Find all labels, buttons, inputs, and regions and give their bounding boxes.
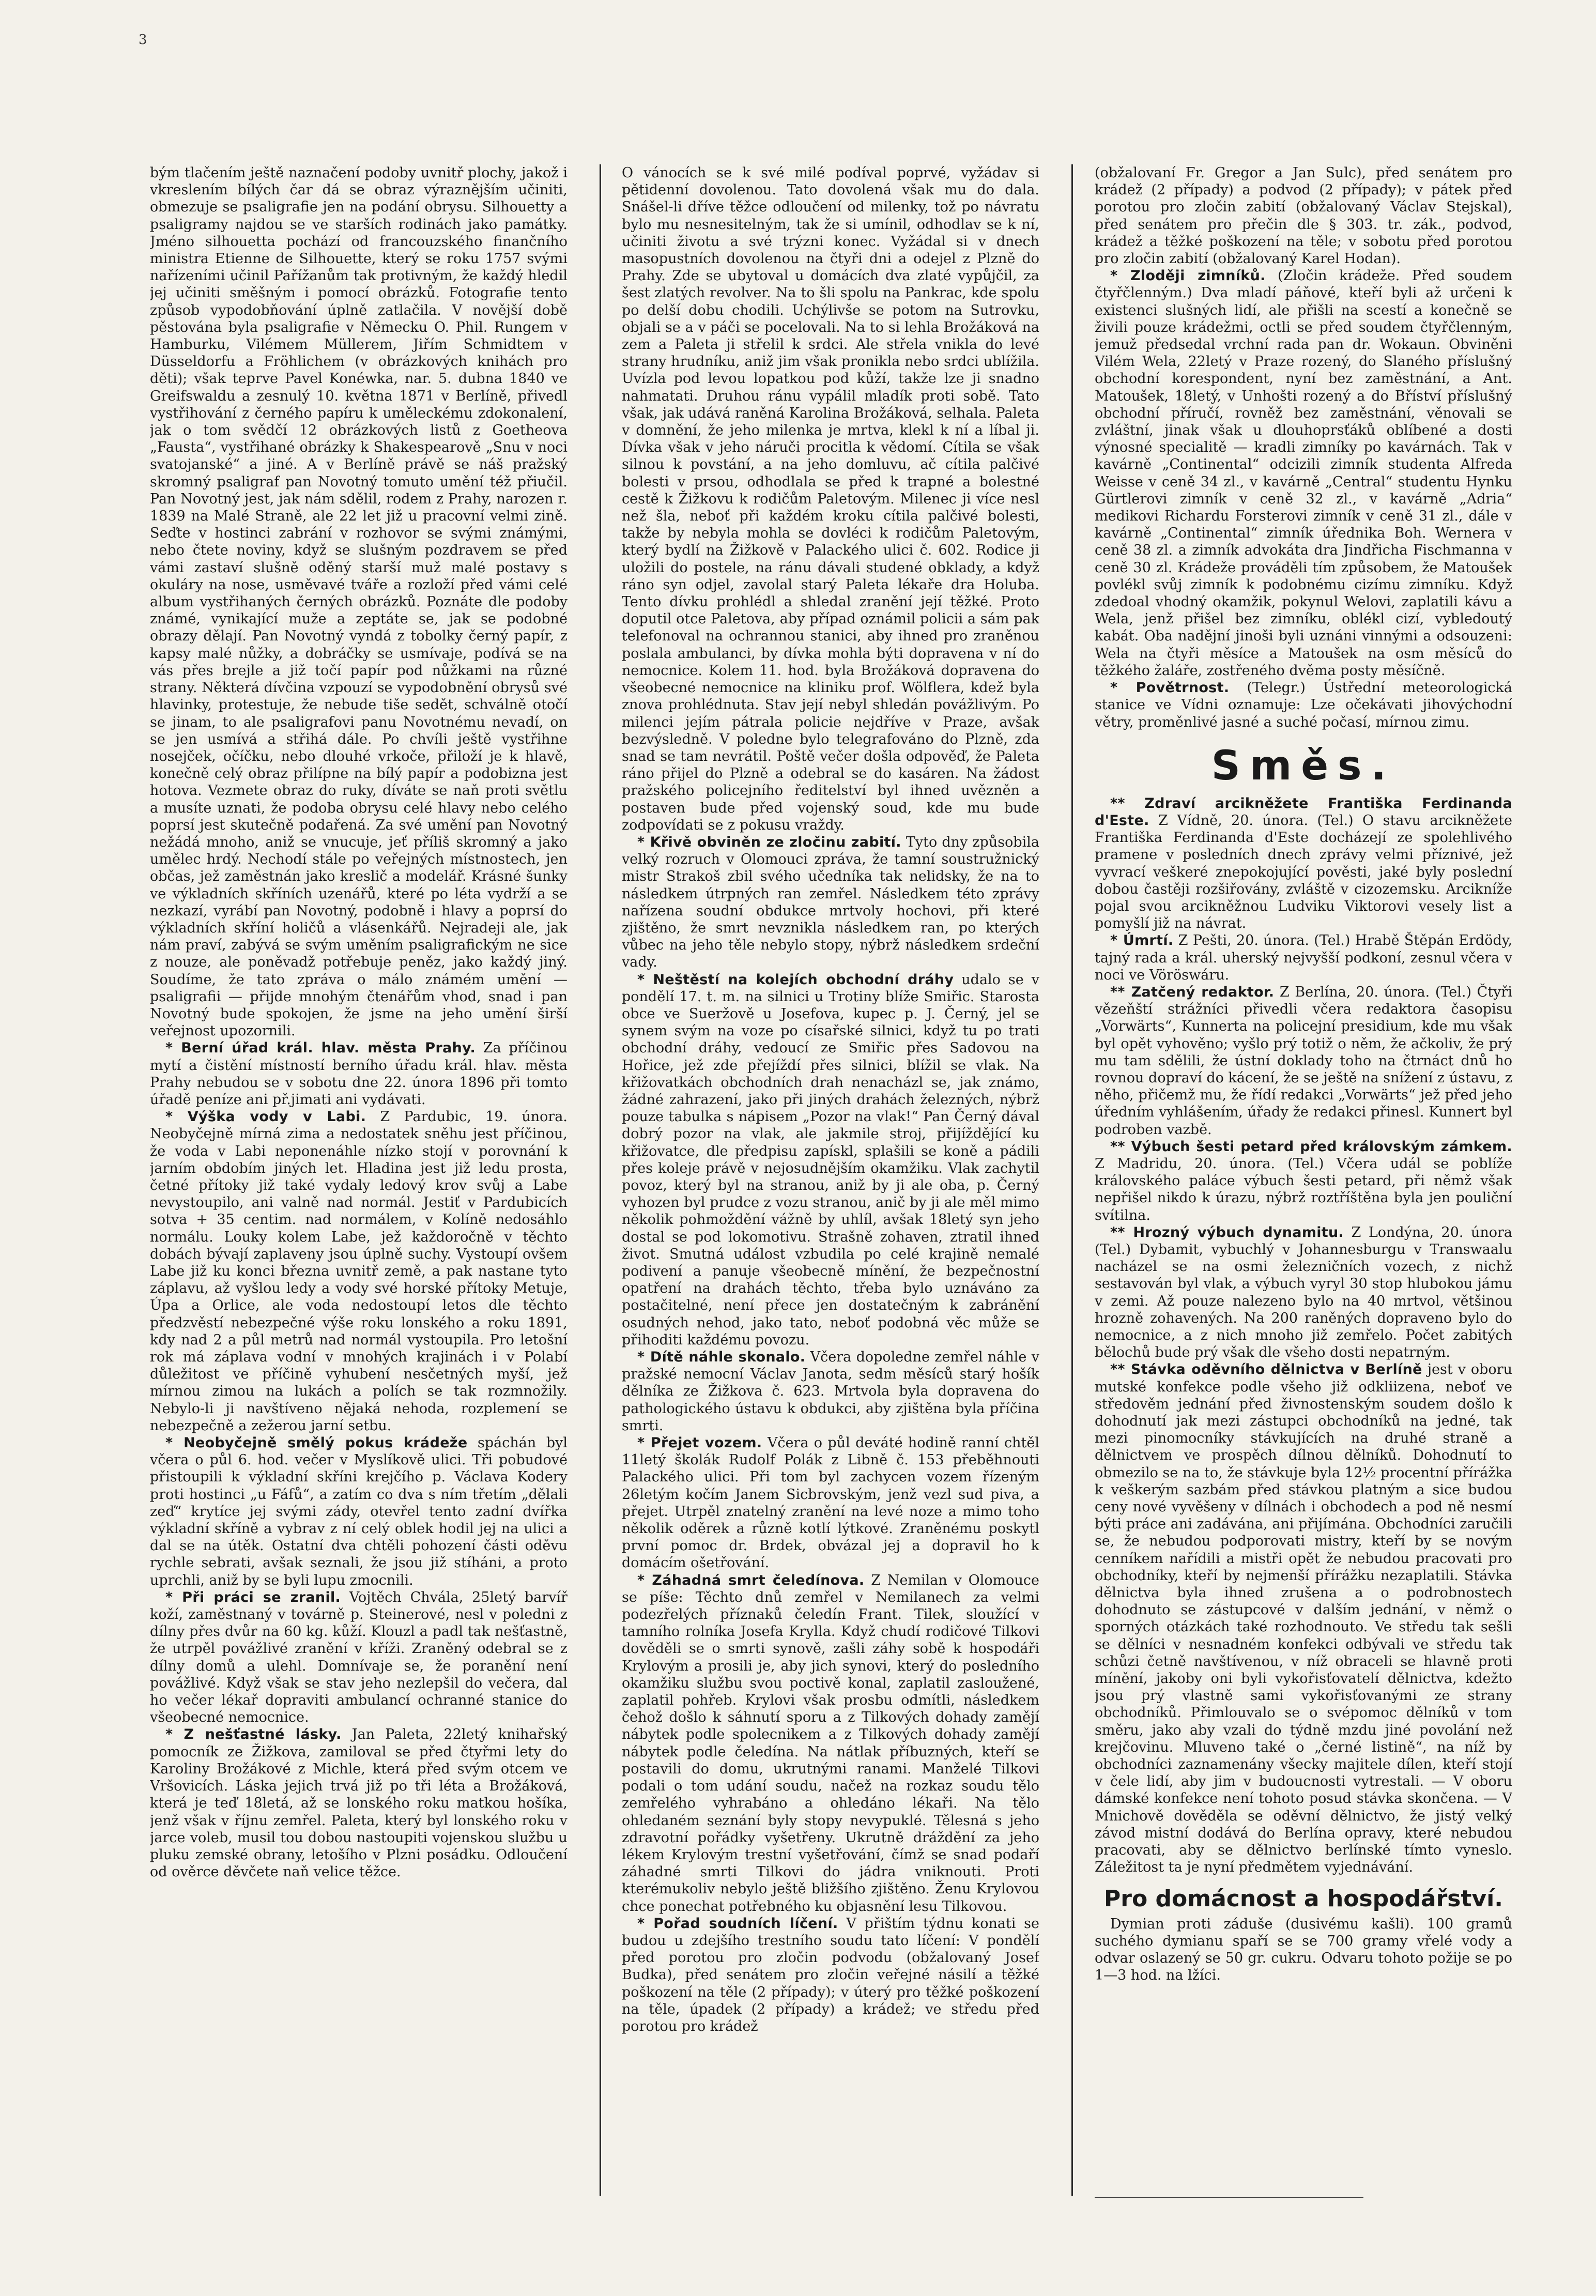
heading-zahadna-smrt: * Záhadná smrt čeledínova. <box>637 1572 865 1588</box>
text-pri-praci: Vojtěch Chvála, 25letý barvíř koží, zaměstnaný v továrně p. Steinerové, nesl v poledni z dílny přes dvůr na 60 kg. kůží. Klouzl a padl tak nešťastně, že utrpěl povážlivé zranění v kříži. Zraněný odebral se z dílny domů a ulehl. Domnívaje se, že poranění není povážlivé. Když však se stav jeho nezlepšil do večera, dal ho večer lékař dopraviti ambulancí ochranné stanice do všeobecné nemocnice. <box>150 1589 567 1726</box>
heading-berni-urad: * Berní úřad král. hlav. města Prahy. <box>165 1040 476 1057</box>
article-zlodeji-zimniku <box>1095 267 1512 679</box>
heading-zdravi-arcikniz: ** Zdraví arcikněžete Františka Ferdinanda d'Este. <box>1095 795 1512 829</box>
article-pri-praci <box>150 1589 567 1726</box>
text-dite-skonalo: Včera dopoledne zemřel náhle v pražské nemocní Václav Janota, sedm měsíců starý hošík dělníka ze Žižkova č. 623. Mrtvola byla dopravena do pathologického ústavu k obdukci, aby zjištěna byla příčina smrti. <box>622 1349 1039 1434</box>
article-zatceny-redaktor <box>1095 984 1512 1138</box>
heading-pokus-kradeze: * Neobyčejně smělý pokus krádeže <box>165 1435 468 1451</box>
article-continuation: O vánocích se k své milé podíval poprvé, vyžádav si pětidenní dovolenou. Tato dovolená však mu do dala. Snášel-li dříve těžce odloučení od milenky, tož po návratu bylo mu nesnesitelným, tak že si umínil, odhodlav se k ní, učiniti životu a své trýzni konec. Vyžádal si v dnech masopustních dovolenou na čtyři dni a odejel z Plzně do Prahy. Zde se ubytoval u domácích dva zlaté vypůjčil, za šest zlatých revolver. Na to šli spolu na Pankrac, kde spolu po delší dobu chodili. Uchýlivše se potom na Sutrovku, objali se a v páči se pocelovali. Na to si lehla Brožáková na zem a Paleta ji střelil k srdci. Ale střela vnikla do levé strany hrudníku, aniž jim však pronikla nebo srdci ublížila. Uvízla pod levou lopatkou pod kůží, takže lze ji snadno nahmatati. Druhou ránu vypálil mladík proti sobě. Tato však, jak udává raněná Karolina Brožáková, selhala. Paleta v domnění, že jeho milenka je mrtva, klekl k ní a líbal ji. Dívka však v jeho náruči procitla k vědomí. Cítila se však silnou k povstání, a na jeho domluvu, ač cítila palčivé bolesti v prsou, odhodlala se před k trapné a bolestné cestě k Žižkovu k rodičům Paletovým. Milenec ji více nesl než šla, neboť při každém kroku cítila palčivé bolesti, takže by nebyla mohla se dovléci k rodičům Paletovým, který bydlí na Žižkově v Palackého ulici č. 602. Rodice ji uložili do postele, na ránu dávali studené obklady, a když ráno syn odjel, zavolal starý Paleta lékaře dra Holuba. Tento dívku prohlédl a shledal zranění její těžké. Proto doputil otce Paletova, aby případ oznámil policii a sám pak telefonoval na ochrannou stanici, aby ihned pro zraněnou poslala ambulanci, by dívka mohla býti dopravena v ní do nemocnice. Kolem 11. hod. byla Brožáková dopravena do všeobecné nemocnice na kliniku prof. Wölflera, kdež byla znova prohlédnuta. Stav její nebyl shledán povážlivým. Po milenci jejím pátrala policie nejdříve v Praze, avšak bezvýsledně. V poledne bylo telegrafováno do Plzně, zda snad se tam nevrátil. Poště večer došla odpověď, že Paleta ráno přijel do Plzně a odebral se do kasáren. Na žádost pražského policejního ředitelství byl ihned uvězněn a postaven bude před vojenský soud, kde mu bude zodpovídati se z pokusu vraždy. <box>622 165 1039 833</box>
article-nestastna-laska <box>150 1726 567 1880</box>
heading-vybuch-petard: ** Výbuch šesti petard před královským zámkem. <box>1110 1138 1512 1155</box>
article-povetrnost <box>1095 679 1512 731</box>
heading-porad-liceni: * Pořad soudních líčení. <box>637 1915 838 1932</box>
page-number: 3 <box>139 32 147 48</box>
text-pokus-kradeze: spáchán byl včera o půl 6. hod. večer v Myslíkově ulici. Tři pobudové přistoupili k výkladní skříni krejčího p. Václava Kodery proti hostinci „u Fáfů“, a zatím co dva s ním třetím „dělali zeď“ krytíce jej svými zády, otevřel tento zadní dvířka výkladní skříně a vybrav z ní celý oblek hodil jej na ulici a dal se na útěk. Ostatní dva chtěli pohození části oděvu rychle sebrati, avšak seznali, že jsou již stíháni, a proto uprchli, aniž by se byli lupu zmocnili. <box>150 1435 567 1588</box>
heading-vybuch-dynamitu: ** Hrozný výbuch dynamitu. <box>1110 1224 1344 1241</box>
heading-povetrnost: * Povětrnost. <box>1110 680 1230 696</box>
text-povetrnost: (Telegr.) Ústřední meteorologická stanice ve Vídni oznamuje: Lze očekávati jihovýchodní větry, proměnlivé jasné a suché počasí, mírnou zimu. <box>1095 680 1512 730</box>
text-krive-obvinen: Tyto dny způsobila velký rozruch v Olomouci zpráva, že tamní soustružnický mistr Strakoš zbil svého učedníka tak nelidsky, že na to následkem útrpných ran zemřel. Následkem této zprávy nařízena soudní obdukce mrtvoly hochovi, při které zjištěno, že smrt nevznikla následkem ran, po kterých vůbec na jeho těle nebylo stopy, nýbrž následkem srdeční vady. <box>622 834 1039 971</box>
text-zlodeji-zimniku: (Zločin krádeže. Před soudem čtyřčlenným.) Dva mladí páňové, kteří byli až určeni k existenci slušných lidí, ale přišli na scestí a konečně se živili pouze krádežmi, octli se před soudem čtyřčlenným, jemuž předsedal vrchní rada pan dr. Wokaun. Obviněni Vilém Wela, 22letý v Praze rozený, do Slaného příslušný obchodní korespondent, nyní bez zaměstnání, a Ant. Matoušek, 18letý, v Unhošti rozený a do Bříství příslušný obchodní příručí, rovněž bez zaměstnání, věnovali se zvláštní, jinak však u dlouhoprsťáků oblíbené a dosti výnosné specialitě — kradli zimníky po kavárnách. Tak v kavárně „Continental“ odcizili zimník studenta Alfreda Weisse v ceně 34 zl., v kavárně „Central“ studentu Hynku Gürtlerovi zimník v ceně 32 zl., v kavárně „Adria“ medikovi Richardu Forsterovi zimník v ceně 31 zl., dále v kavárně „Continental“ zimník úřednika Boh. Wernera v ceně 38 zl. a zimník advokáta dra Jindřicha Fischmanna v ceně 30 zl. Krádeže prováděli tím způsobem, že Matoušek povlékl svůj zimník k podobnému cizímu zimníku. Když zdedoal vhodný okamžik, pokynul Welovi, zaplatili kávu a Wela, jenž přišel bez zimníku, oblékl cizí, vybledoutý kabát. Oba nadějní jinoši byli uznáni vinnými a odsouzeni: Wela na čtyři měsíce a Matoušek na osm měsíců do těžkého žaláře, zostřeného dvěma posty měsíčně. <box>1095 268 1512 679</box>
heading-pri-praci: * Při práci se zranil. <box>165 1589 341 1605</box>
article-nestesti-kolejich <box>622 971 1039 1349</box>
heading-zlodeji-zimniku: * Zloději zimníků. <box>1110 268 1266 284</box>
text-zatceny-redaktor: Z Berlína, 20. února. (Tel.) Čtyři vězeňští strážníci přivedli včera redaktora časopisu „Vorwärts“, Kunnerta na policejní presidium, kde mu však byl opět vyhověno; vyšlo prý totiž o něm, že ačkoliv, že prý mu tam sdělili, že ústní doklady toho na čtrnáct dnů ho rovnou dopraví do kácení, že se ještě na snížení z ústavu, z něho, přičemž mu, že řídí redakci „Vorwärts“ jež před jeho úředním vyhlášením, úřady že redakci přinesl. Kunnert byl podroben vazbě. <box>1095 984 1512 1138</box>
column-2 <box>622 164 1039 2196</box>
section-title-domacnost: Pro domácnost a hospodářství. <box>1104 1885 1503 1912</box>
heading-nestesti-kolejich: * Neštěstí na kolejích obchodní dráhy <box>637 971 954 988</box>
heading-nestastna-laska: * Z nešťastné lásky. <box>165 1726 342 1743</box>
column-divider <box>1071 164 1073 2196</box>
article-continuation: (obžalovaní Fr. Gregor a Jan Sulc), před senátem pro krádež (2 případy) a podvod (2 případy); v pátek před porotou pro zločin zabití (obžalovaný Václav Stejskal), před senátem pro přečin dle § 303. tr. zák., podvod, krádež a těžké poškození na těle; v sobotu před porotou pro zločin zabití (obžalovaný Karel Hodan). <box>1095 165 1512 267</box>
heading-umrti: * Úmrtí. <box>1110 932 1174 949</box>
end-rule <box>1095 2197 1363 2198</box>
text-prejet-vozem: Včera o půl deváté hodině ranní chtěl 11letý školák Rudolf Polák z Libně č. 153 přeběhnouti Palackého ulici. Při tom byl zachycen vozem řízeným 26letým kočím Janem Sicbrovským, jenž vezl sud piva, a přejet. Utrpěl znatelný zranění na levé noze a mimo toho několik oděrek a různě kotlí lýtkové. Zraněnému poskytl první pomoc dr. Brdek, obvázal jej a dopravil ho k domácím ošetřování. <box>622 1435 1039 1571</box>
text-vybuch-dynamitu: Z Londýna, 20. února (Tel.) Dybamit, vybuchlý v Johannesburgu v Transwaalu nacházel se na osmi železničních vozech, z nichž sestavován byl vlak, a výbuch vyryl 30 stop hlubokou jámu v zemi. Až pouze nalezeno bylo na 40 mrtvol, většinou hrozně zohavených. Na 200 raněných dopraveno bylo do nemocnice, a z nich mnoho již zemřelo. Počet zabitých bělochů bude prý však dle všeho dosti nepatrným. <box>1095 1224 1512 1361</box>
article-prejet-vozem <box>622 1434 1039 1572</box>
text-porad-liceni: V přištím týdnu konati se budou u zdejšího trestního soudu tato líčení: V pondělí před porotou pro zločin podvodu (obžalovaný Josef Budka), před senátem pro zločin veřejné násilí a těžké poškození na těle (2 případy); v úterý pro těžké poškození na těle, úpadek (2 případy) a krádež; ve středu před porotou pro krádež <box>622 1915 1039 2034</box>
text-nestastna-laska: Jan Paleta, 22letý knihařský pomocník ze Žižkova, zamiloval se před čtyřmi lety do Karoliny Brožákové z Michle, která před svým otcem ve Vršovicích. Láska jejich trvá již po tři léta a Brožáková, která je teď 18letá, až se lonského roku matkou hošíka, jenž však v říjnu zemřel. Paleta, který byl lonského roku v jarce voleb, musil tou dobou nastoupiti vojenskou službu u pluku zemské obrany, letošího v Plzni posádku. Odloučení od ověrce děvčete naň velice těžce. <box>150 1726 567 1880</box>
heading-prejet-vozem: * Přejet vozem. <box>637 1435 762 1451</box>
article-zahadna-smrt <box>622 1572 1039 1915</box>
article-pokus-kradeze <box>150 1434 567 1589</box>
article-umrti <box>1095 932 1512 984</box>
text-vyska-vody: Z Pardubic, 19. února. Neobyčejně mírná zima a nedostatek sněhu jest příčinou, že voda v Labi neponenáhle nízko stojí v porovnání k jarním obdobím jiných let. Hladina jest již ledu prosta, četné přítoky již také vydaly ledový krov svůj a Labe nevystoupilo, ani valně nad normál. Jestiť v Pardubicích sotva + 35 centim. nad normálem, v Kolíně nedosáhlo normálu. Louky kolem Labe, jež každoročně v těchto dobách bývají zaplaveny jsou úplně suchy. Vystoupí ovšem Labe již ku konci března uvnitř země, a pak nastane tyto záplavu, až vyšlou ledy a vody své horské přítoky Metuje, Úpa a Orlice, ale voda nedostoupí letos dle těchto předzvěstí nebezpečné výše roku lonského a roku 1891, kdy nad 2 a půl metrů nad normál vystoupila. Pro letošní rok má záplava vodní v mnohých krajinách i v Polabí důležitost ve příčině vyhubení nesčetných myší, jež mírnou zimou na lukách a polích se tak rozmnožily. Nebylo-li ji navštíveno nějaká nehoda, rozplemení se nebezpečně a zežerou jarní setbu. <box>150 1109 567 1434</box>
text-berni-urad: Za příčinou mytí a čistění místností berního úřadu král. hlav. města Prahy nebudou se v sobotu dne 22. února 1896 při tomto úřadě peníze ani př.jimati ani vydávati. <box>150 1040 567 1108</box>
article-dymian: Dymian proti záduše (dusivému kašli). 100 gramů suchého dymianu spaří se se 700 gramy vřelé vody a odvar oslazený se 50 gr. cukru. Odvaru tohoto požije se po 1—3 hod. na lžíci. <box>1095 1916 1512 1984</box>
text-zdravi-arcikniz: Z Vídně, 20. února. (Tel.) O stavu arcikněžete Františka Ferdinanda d'Este docházejí ze spolehlivého pramene v posledních dnech zprávy velmi příznivé, jež vyvrací veškeré znepokojující pověsti, jaké byly poslední dobou častěji rozšiřovány, zvláště v cizozemsku. Arcikníže pojal svou arcikněžnou Ludviku Viktorovi vesely list a pomyšlí již na návrat. <box>1095 812 1512 932</box>
column-3 <box>1095 164 1512 2196</box>
heading-krive-obvinen: * Křivě obviněn ze zločinu zabití. <box>637 834 901 850</box>
text-vybuch-petard: Z Madridu, 20. února. (Tel.) Včera udál se poblíže královského paláce výbuch šesti petard, při němž však nepřišel nikdo k úrazu, nýbrž roztříštěna byla jen pouliční svítilna. <box>1095 1155 1512 1223</box>
column-divider <box>600 164 601 2196</box>
text-nestesti-kolejich: udalo se v pondělí 17. t. m. na silnici u Trotiny blíže Smiřic. Starosta obce ve Sueržově u Josefova, kupec p. J. Černý, jel se synem svým na voze po císařské silnici, když tu po trati obchodní dráhy, vedoucí ze Smiřic přes Sadovou na Hořice, jež zde přejíždí přes silnici, blížil se vlak. Na křižovatkách obchodních drah nenacházl se, jak známo, žádné zahrazení, jako při jiných drahách železných, nýbrž pouze tabulka s nápisem „Pozor na vlak!“ Pan Černý dával dobrý pozor na vlak, ale jakmile stroj, přijíždějící ku křižovatce, dle předpisu zapískl, splašili se koně a pádili přes koleje právě v nejosudnějším okamžiku. Vlak zachytil povoz, který byl na stranou, aniž by ji ale oba, p. Černý vyhozen byl prudce z vozu stranou, anič by ji ale měl mimo několik pohmoždění vážně by uhlíl, avšak 18letý syn jeho dostal se pod lokomotivu. Strašně zohaven, ztratil ihned život. Smutná událost vzbudila po celé krajině nemalé podivení a panuje všeobecně mínění, že bezpečnostní opatření na drahách těchto, třeba bylo uznáváno za postačitelné, není přece jen dostatečným k zabránění osudných nehod, jako tato, neboť podobná věc může se přihoditi každému povozu. <box>622 971 1039 1348</box>
heading-dite-skonalo: * Dítě náhle skonalo. <box>637 1349 806 1366</box>
article-krive-obvinen <box>622 834 1039 971</box>
article-psaligrafie: bým tlačením ještě naznačení podoby uvnitř plochy, jakož i vkreslením bílých čar dá se obraz výraznějším učiniti, obmezuje se psaligrafie jen na podání obrysu. Silhouetty a psaligramy najdou se ve starších rodinách jako památky. Jméno silhouetta pochází od francouzského finančního ministra Etienne de Silhouette, který se roku 1757 svými nařízeními učinil Pařížanům tak protivným, že každý hledil jej učiniti směšným i pomocí obrázků. Fotografie tento způsob vypodobňování úplně zatlačila. V novější době pěstována byla psaligrafie v Německu O. Phil. Rungem v Hamburku, Vilémem Müllerem, Jiřím Schmidtem v Düsseldorfu a Fröhlichem (v obrázkových knihách pro děti); však teprve Pavel Konéwka, nar. 5. dubna 1840 ve Greifswaldu a zesnulý 10. května 1871 v Berlíně, přivedl vystřihování z černého papíru k uměleckému zdokonalení, jak o tom svědčí 12 obrázkových listů z Goetheova „Fausta“, vystřihané obrázky k Shakespearově „Snu v noci svatojanské“ a jiné. A v Berlíně právě se náš pražský skromný psaligraf pan Novotný tomuto umění též přiučil. Pan Novotný jest, jak nám sdělil, rodem z Prahy, narozen r. 1839 na Malé Straně, ale 22 let již u pracovní velmi zině. Seďte v hostinci zabrání v rozhovor se svými známými, nebo čtete noviny, když se slušným pozdravem se před vámi zastaví slušně oděný starší muž malé postavy s okuláry na nose, usměvavé tváře a rozloží před vámi celé album vystřihaných černých obrázků. Poznáte dle podoby známé, vynikající muže a zeptáte se, jak se podobné obrazy dělají. Pan Novotný vyndá z tobolky černý papír, z kapsy malé nůžky, a dobráčky se usmívaje, podívá se na vás přes brejle a již točí papír pod nůžkami na různé strany. Některá dívčina vzpouzí se vypodobnění obrysů své hlavinky, protestuje, že nebude tiše sedět, schválně otočí se jinam, to ale psaligrafovi panu Novotnému nevadí, on se jen usmívá a střihá dále. Po chvíli ještě vystřihne nosejček, očíčku, nebo dlouhé vrkoče, přiloží je k hlavě, konečně celý obraz přilípne na bílý papír a podobizna jest hotova. Vezmete obraz do ruky, díváte se naň proti světlu a musíte uznati, že podoba obrysu celé hlavy nebo celého poprsí jest skutečně podařená. Za své umění pan Novotný nežádá mnoho, aniž se vnucuje, jeť příliš skromný a jako umělec hrdý. Nechodí stále po veřejných místnostech, jen občas, jež zaměstnán jako kreslič a modelář. Krásné šunky ve výkladních skříních uzenářů, které po léta vydrží a se nezkazí, vyrábí pan Novotný, podobně i hlavy a poprsí do výkladních skříní holičů a vlásenkářů. Nejradeji ale, jak nám praví, zabývá se svým uměním psaligrafickým ne sice z nouze, ale poněvadž potřebuje peněz, jako každý jiný. Soudíme, že tato zpráva o málo známém umění — psaligrafii — přijde mnohým čtenářům vhod, snad i pan Novotný bude spokojen, že jsme na jeho umění širší veřejnost upozornili. <box>150 165 567 1039</box>
article-zdravi-arcikniz <box>1095 795 1512 932</box>
heading-stavka-odevni: ** Stávka oděvního dělnictva v Berlíně <box>1110 1361 1422 1378</box>
article-porad-liceni <box>622 1915 1039 2035</box>
heading-vyska-vody: * Výška vody v Labi. <box>165 1109 366 1125</box>
article-vyska-vody <box>150 1108 567 1434</box>
article-vybuch-dynamitu <box>1095 1224 1512 1361</box>
heading-zatceny-redaktor: ** Zatčený redaktor. <box>1110 984 1275 1000</box>
text-zahadna-smrt: Z Nemilan v Olomouce se píše: Těchto dnů zemřel v Nemilanech za velmi podezřelých příznaků čeledín Frant. Tilek, sloužící v tamního rolníka Josefa Krylla. Když chudí rodičové Tilkovi dověděli se o smrti synově, zašli záhy sobě k hospodáři Krylovým a prosili je, aby jich synovi, který do posledního okamžiku službu svou poctivě konal, zaplatil zasloužené, zaplatil pohřeb. Krylovi však prosbu odmítli, následkem čehož došlo k sáhnutí sporu a z Tilkových dohady zamějí nábytek podle spolecnikem a z Tilkových dohady zamějí nábytek podle čeledína. Na nátlak příbuzných, kteří se postavili do domu, ukrutnými ranami. Manželé Tilkovi podali o tom udání soudu, načež na rozkaz soudu tělo zemřelého vyhrabáno a ohledáno lékaři. Na tělo ohledaném seznání byly stopy nevypuklé. Tělesná s jeho zdravotní pořádky vyšetřeny. Ukrutně dráždění za jeho lékem Krylovým trestní vyšetřování, čímž se snad podaří záhadné smrti Tilkovi do jádra vniknouti. Proti kterémukoliv nebylo ještě bližšího zjištěno. Ženu Krylovou chce ponechat potřebného ku objasnění lesu Tilkovou. <box>622 1572 1039 1915</box>
section-title-smes: Směs. <box>1211 742 1396 789</box>
column-1 <box>150 164 567 2196</box>
text-stavka-odevni: jest v oboru mutské konfekce podle všeho již odkliizena, neboť ve středověm jednání před živnostenským soudem došlo k dohodnutí jak mezi zástupci obchodníků na jedné, tak mezi pinomocníky stávkujících na druhé straně a dělnictvem ve prospěch dílnou dělníků. Dohodnutí to obmezilo se na to, že stávkuje byla 12½ procentní přírážka k veškerým sazbám před stávkou platným a sice budou ceny nové vyvěšeny v dílnách i obchodech a pod ně nesmí býti práce ani zadávána, ani přijímána. Obchodníci zaručili se, že nebudou podporovati mistry, kteří by se novým cenníkem nařídili a mistři opět že nebudou pracovati pro obchodníky, kteří by nejmenší přírážku nezaplatili. Stávka dělnictva byla ihned zrušena a o podrobnostech dohodnuto se zástupcové v dalším jednání, v němž o sporných otázkách také rozhodnouto. Ve středu tak sešli se dělníci v nesnadném konfekci odbývali ve středu tak schůzi četně navštívenou, v níž obraceli se hlavně proti mínění, jakoby oni byli vykořisťovatelí dělnictva, kdežto jsou prý vlastně sami vykořisťovanými ze strany obchodníků. Přimlouvalo se o svépomoc dělníků v tom směru, jako aby vzali do týdně mzdu jiné povolání než krejčovinu. Mluveno také o „černé listině“, na níž by obchodníci zaznamenány všecky majitele dílen, kteří stojí v čele lidí, aby jim v budoucnosti vytrestali. — V oboru dámské konfekce není tohoto posud stávka skončena. — V Mnichově dověděla se oděvní dělnictvo, že jistý velký závod mistní dodává do Berlína opravy, které nebudou pracovati, aby se dělnictvo berlínské tímto vyneslo. Záležitost ta je nyní předmětem vyjednávání. <box>1095 1361 1512 1876</box>
article-vybuch-petard <box>1095 1138 1512 1224</box>
article-berni-urad <box>150 1039 567 1108</box>
article-dite-skonalo <box>622 1349 1039 1434</box>
text-umrti: Z Pešti, 20. února. (Tel.) Hrabě Štěpán Erdödy, tajný rada a král. uherský nejvyšší podkoní, zesnul včera v noci ve Vöröswáru. <box>1095 932 1512 983</box>
article-stavka-odevni <box>1095 1361 1512 1876</box>
